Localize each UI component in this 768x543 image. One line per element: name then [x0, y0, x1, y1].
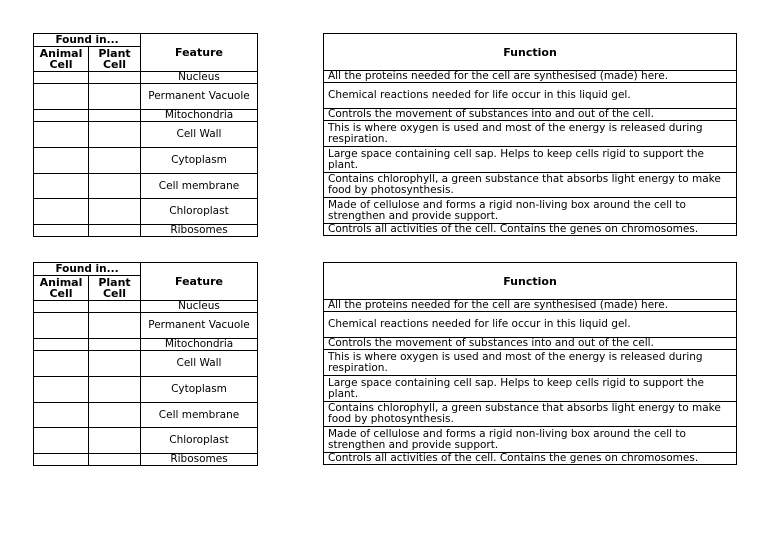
- animal-cell-header: Animal Cell: [34, 47, 89, 72]
- animal-tick-cell[interactable]: [34, 351, 89, 377]
- animal-tick-cell[interactable]: [34, 72, 89, 84]
- feature-name: Permanent Vacuole: [141, 84, 258, 110]
- feature-table-1: [33, 33, 258, 237]
- animal-tick-cell[interactable]: [34, 428, 89, 454]
- feature-name: Nucleus: [141, 301, 258, 313]
- plant-tick-cell[interactable]: [89, 199, 141, 225]
- function-text: Made of cellulose and forms a rigid non-living box around the cell to strengthen and provide support.: [324, 198, 737, 224]
- feature-name: Cell membrane: [141, 174, 258, 199]
- found-in-header: Found in...: [34, 34, 141, 47]
- feature-name: Cell Wall: [141, 122, 258, 148]
- plant-tick-cell[interactable]: [89, 377, 141, 403]
- function-text: All the proteins needed for the cell are synthesised (made) here.: [324, 300, 737, 312]
- plant-tick-cell[interactable]: [89, 313, 141, 339]
- function-text: Controls all activities of the cell. Contains the genes on chromosomes.: [324, 453, 737, 465]
- found-in-header: Found in...: [34, 263, 141, 276]
- plant-cell-header: Plant Cell: [89, 276, 141, 301]
- plant-tick-cell[interactable]: [89, 225, 141, 237]
- function-header: Function: [324, 263, 737, 300]
- feature-table-2: [33, 262, 258, 466]
- feature-header: Feature: [141, 263, 258, 301]
- feature-name: Cytoplasm: [141, 148, 258, 174]
- function-header: Function: [324, 34, 737, 71]
- feature-name: Mitochondria: [141, 110, 258, 122]
- function-table-2: [323, 262, 737, 465]
- plant-tick-cell[interactable]: [89, 301, 141, 313]
- function-text: Made of cellulose and forms a rigid non-living box around the cell to strengthen and provide support.: [324, 427, 737, 453]
- animal-tick-cell[interactable]: [34, 110, 89, 122]
- function-text: Controls all activities of the cell. Contains the genes on chromosomes.: [324, 224, 737, 236]
- function-text: Controls the movement of substances into and out of the cell.: [324, 338, 737, 350]
- function-text: Chemical reactions needed for life occur in this liquid gel.: [324, 83, 737, 109]
- function-text: Contains chlorophyll, a green substance that absorbs light energy to make food by photosynthesis.: [324, 402, 737, 427]
- feature-name: Mitochondria: [141, 339, 258, 351]
- function-text: Large space containing cell sap. Helps to keep cells rigid to support the plant.: [324, 376, 737, 402]
- plant-tick-cell[interactable]: [89, 84, 141, 110]
- feature-name: Cytoplasm: [141, 377, 258, 403]
- animal-tick-cell[interactable]: [34, 339, 89, 351]
- animal-tick-cell[interactable]: [34, 225, 89, 237]
- feature-name: Ribosomes: [141, 454, 258, 466]
- function-text: Contains chlorophyll, a green substance that absorbs light energy to make food by photosynthesis.: [324, 173, 737, 198]
- feature-name: Chloroplast: [141, 428, 258, 454]
- animal-tick-cell[interactable]: [34, 148, 89, 174]
- function-text: Chemical reactions needed for life occur in this liquid gel.: [324, 312, 737, 338]
- plant-tick-cell[interactable]: [89, 428, 141, 454]
- function-text: Large space containing cell sap. Helps to keep cells rigid to support the plant.: [324, 147, 737, 173]
- function-text: This is where oxygen is used and most of the energy is released during respiration.: [324, 350, 737, 376]
- animal-tick-cell[interactable]: [34, 84, 89, 110]
- feature-name: Permanent Vacuole: [141, 313, 258, 339]
- plant-tick-cell[interactable]: [89, 339, 141, 351]
- feature-name: Nucleus: [141, 72, 258, 84]
- plant-tick-cell[interactable]: [89, 72, 141, 84]
- feature-name: Cell membrane: [141, 403, 258, 428]
- plant-tick-cell[interactable]: [89, 351, 141, 377]
- animal-tick-cell[interactable]: [34, 454, 89, 466]
- animal-tick-cell[interactable]: [34, 122, 89, 148]
- feature-name: Chloroplast: [141, 199, 258, 225]
- animal-tick-cell[interactable]: [34, 174, 89, 199]
- plant-tick-cell[interactable]: [89, 454, 141, 466]
- function-text: All the proteins needed for the cell are synthesised (made) here.: [324, 71, 737, 83]
- function-text: This is where oxygen is used and most of the energy is released during respiration.: [324, 121, 737, 147]
- feature-name: Cell Wall: [141, 351, 258, 377]
- animal-tick-cell[interactable]: [34, 199, 89, 225]
- plant-tick-cell[interactable]: [89, 148, 141, 174]
- function-text: Controls the movement of substances into and out of the cell.: [324, 109, 737, 121]
- plant-tick-cell[interactable]: [89, 174, 141, 199]
- plant-cell-header: Plant Cell: [89, 47, 141, 72]
- animal-tick-cell[interactable]: [34, 313, 89, 339]
- animal-tick-cell[interactable]: [34, 403, 89, 428]
- feature-header: Feature: [141, 34, 258, 72]
- animal-tick-cell[interactable]: [34, 301, 89, 313]
- plant-tick-cell[interactable]: [89, 110, 141, 122]
- animal-tick-cell[interactable]: [34, 377, 89, 403]
- feature-name: Ribosomes: [141, 225, 258, 237]
- plant-tick-cell[interactable]: [89, 403, 141, 428]
- plant-tick-cell[interactable]: [89, 122, 141, 148]
- animal-cell-header: Animal Cell: [34, 276, 89, 301]
- function-table-1: [323, 33, 737, 236]
